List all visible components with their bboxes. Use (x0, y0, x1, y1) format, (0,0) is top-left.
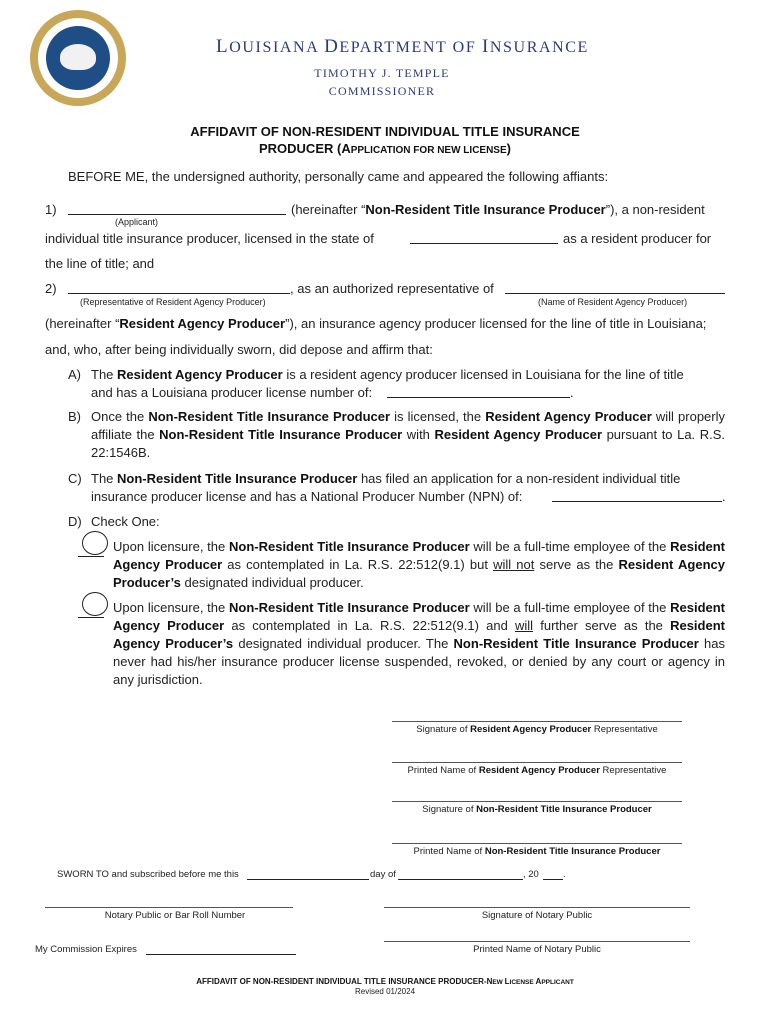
notary-public-label: Notary Public or Bar Roll Number (104, 910, 246, 921)
point-c-line2: insurance producer license and has a National Producer Number (NPN) of: (91, 489, 523, 504)
title-line2-close: ) (506, 141, 511, 156)
sworn-text: SWORN TO and subscribed before me this (57, 869, 239, 880)
s4-pre: Printed Name of (413, 846, 485, 857)
point-b-bold3: Non-Resident Title Insurance Producer (159, 427, 403, 442)
dept-letter-d: D (324, 36, 340, 57)
item1-line2-post: as a resident producer for (563, 231, 712, 246)
applicant-name-field[interactable] (68, 214, 286, 215)
form-title-line1: AFFIDAVIT OF NON-RESIDENT INDIVIDUAL TITLE INSURANCE (190, 124, 580, 139)
option2-underline (78, 617, 104, 618)
form-title-line2 (0, 141, 770, 156)
item1-number: 1) (45, 202, 57, 217)
point-b-mid1: is licensed, the (390, 409, 486, 424)
s3-bold: Non-Resident Title Insurance Producer (476, 804, 652, 815)
representative-name-field[interactable] (68, 293, 290, 294)
item1-line3: the line of title; and (45, 256, 155, 271)
year-suffix: . (563, 869, 566, 880)
day-of-text: day of (370, 869, 396, 880)
intro-text: BEFORE ME, the undersigned authority, personally came and appeared the following affiants: (68, 169, 609, 184)
footer-title (0, 977, 770, 986)
option2-mid2: as contemplated in La. R.S. 22:512(9.1) and (224, 618, 515, 633)
commission-label: My Commission Expires (35, 944, 137, 955)
title-line2-a: A (341, 141, 351, 156)
notary-printed-label: Printed Name of Notary Public (473, 944, 601, 955)
signature-rap-label (392, 724, 682, 735)
s2-bold: Resident Agency Producer (478, 765, 600, 776)
footer-sc3: PPLICANT (541, 979, 574, 986)
point-b-text (91, 408, 725, 462)
option1-pre: Upon licensure, the (113, 539, 229, 554)
point-d-label: D) (68, 514, 82, 529)
option1-mid1: will be a full-time employee of the (469, 539, 671, 554)
point-a-line2: and has a Louisiana producer license number of: (91, 385, 373, 400)
point-c-pre: The (91, 471, 118, 486)
point-b-bold2: Resident Agency Producer (485, 409, 652, 424)
printed-nrtip-label (392, 846, 682, 857)
footer-main: AFFIDAVIT OF NON-RESIDENT INDIVIDUAL TITLE INSURANCE PRODUCER- (196, 977, 487, 986)
item2-number: 2) (45, 281, 57, 296)
option2-bold3: Resident Agency Producer’s (113, 618, 725, 651)
option1-bold1: Non-Resident Title Insurance Producer (229, 539, 470, 554)
sworn-day-field[interactable] (247, 879, 369, 880)
dept-text-1: OUISIANA (229, 39, 325, 56)
point-a-post: is a resident agency producer licensed in Louisiana for the line of title (282, 367, 684, 382)
representative-label: (Representative of Resident Agency Producer) (80, 297, 266, 307)
option2-bold4: Non-Resident Title Insurance Producer (453, 636, 699, 651)
footer-a: A (535, 977, 542, 986)
notary-signature-label: Signature of Notary Public (481, 910, 593, 921)
option2-text (113, 599, 725, 689)
item2-bold-term: Resident Agency Producer (119, 316, 286, 331)
footer-sc1: EW (492, 979, 505, 986)
npn-field[interactable] (552, 501, 722, 502)
department-name (216, 36, 589, 58)
item1-post: ”), a non-resident (605, 202, 705, 217)
commissioner-title: COMMISSIONER (328, 84, 436, 98)
item2-line2-pre: (hereinafter “ (45, 316, 120, 331)
commissioner-name: TIMOTHY J. TEMPLE (314, 66, 450, 80)
point-c-period: . (722, 489, 726, 504)
title-line2-small: PPLICATION FOR NEW LICENSE (350, 145, 507, 156)
option1-post: designated individual producer. (180, 575, 364, 590)
point-b-post: pursuant to La. R.S. 22:1546B. (91, 427, 725, 460)
item1-line2-pre: individual title insurance producer, licensed in the state of (45, 231, 374, 246)
signature-nrtip-label (392, 804, 682, 815)
louisiana-seal (30, 10, 126, 106)
item1-pre: (hereinafter “ (291, 202, 366, 217)
point-c-bold: Non-Resident Title Insurance Producer (117, 471, 358, 486)
license-number-field[interactable] (387, 397, 570, 398)
s4-bold: Non-Resident Title Insurance Producer (484, 846, 661, 857)
point-b-bold1: Non-Resident Title Insurance Producer (148, 409, 391, 424)
footer-revised: Revised 01/2024 (354, 987, 416, 996)
dept-letter-l: L (216, 36, 230, 57)
agency-name-label: (Name of Resident Agency Producer) (538, 297, 688, 307)
dept-letter-i: I (481, 36, 490, 57)
item1-bold-term: Non-Resident Title Insurance Producer (365, 202, 606, 217)
option2-underline-text: will (515, 618, 534, 633)
item1-hereinafter (291, 201, 705, 219)
item2-mid: , as an authorized representative of (290, 281, 494, 296)
pelican-icon (60, 44, 96, 70)
point-b-pre: Once the (91, 409, 149, 424)
option1-bold2: Resident Agency Producer (113, 539, 726, 572)
commission-expires-field[interactable] (146, 954, 296, 955)
check-one-label: Check One: (91, 514, 160, 529)
option1-radio[interactable] (82, 531, 108, 555)
point-a-period: . (570, 385, 574, 400)
signature-nrtip-line[interactable] (392, 801, 682, 802)
point-c-line1 (91, 470, 680, 488)
applicant-label: (Applicant) (115, 217, 159, 227)
option1-mid3: serve as the (534, 557, 619, 572)
point-b-label: B) (68, 409, 81, 424)
footer-n: N (486, 977, 493, 986)
title-line2-main: PRODUCER ( (258, 141, 342, 156)
item2-line2 (45, 315, 706, 333)
s2-post: Representative (599, 765, 667, 776)
point-c-label: C) (68, 471, 82, 486)
sworn-intro: and, who, after being individually sworn, did depose and affirm that: (45, 342, 433, 357)
s2-pre: Printed Name of (407, 765, 479, 776)
point-a-label: A) (68, 367, 81, 382)
printed-rap-line[interactable] (392, 762, 682, 763)
notary-signature-line[interactable] (384, 907, 690, 908)
point-c-post: has filed an application for a non-resident individual title (357, 471, 681, 486)
point-b-mid2: will properly affiliate the (91, 409, 726, 442)
option2-bold1: Non-Resident Title Insurance Producer (229, 600, 470, 615)
option2-pre: Upon licensure, the (113, 600, 229, 615)
notary-printed-line[interactable] (384, 941, 690, 942)
option2-radio[interactable] (82, 592, 108, 616)
item2-line2-post: ”), an insurance agency producer licensed for the line of title in Louisiana; (285, 316, 707, 331)
s1-post: Representative (591, 724, 658, 735)
option1-underline-text: will not (493, 557, 535, 572)
footer-l: L (504, 977, 510, 986)
sworn-year-field[interactable] (543, 879, 563, 880)
point-a-bold: Resident Agency Producer (117, 367, 283, 382)
year-prefix: , 20 (523, 869, 539, 880)
point-a-line1 (91, 366, 684, 384)
option2-bold2: Resident Agency Producer (113, 600, 726, 633)
dept-text-3: NSURANCE (489, 39, 589, 56)
point-b-mid3: with (402, 427, 435, 442)
notary-public-line[interactable] (45, 907, 293, 908)
s1-bold: Resident Agency Producer (470, 724, 592, 735)
dept-text-2: EPARTMENT OF (339, 39, 482, 56)
option1-underline (78, 556, 104, 557)
option1-text (113, 538, 725, 592)
s1-pre: Signature of (416, 724, 471, 735)
option2-mid3: further serve as the (533, 618, 671, 633)
licensed-state-field[interactable] (410, 243, 558, 244)
option1-mid2: as contemplated in La. R.S. 22:512(9.1) but (222, 557, 494, 572)
option2-post: has never had his/her insurance producer license suspended, revoked, or denied by any court or agency in any jurisdiction. (113, 636, 725, 687)
s3-pre: Signature of (422, 804, 477, 815)
point-b-bold4: Resident Agency Producer (434, 427, 603, 442)
agency-name-field[interactable] (505, 293, 725, 294)
option1-bold3: Resident Agency Producer’s (113, 557, 725, 590)
option2-mid4: designated individual producer. The (233, 636, 454, 651)
printed-rap-label (392, 765, 682, 776)
footer-sc2: ICENSE (509, 979, 536, 986)
option2-mid1: will be a full-time employee of the (469, 600, 671, 615)
signature-rap-line[interactable] (392, 721, 682, 722)
point-a-pre: The (91, 367, 118, 382)
sworn-month-field[interactable] (398, 879, 523, 880)
printed-nrtip-line[interactable] (392, 843, 682, 844)
